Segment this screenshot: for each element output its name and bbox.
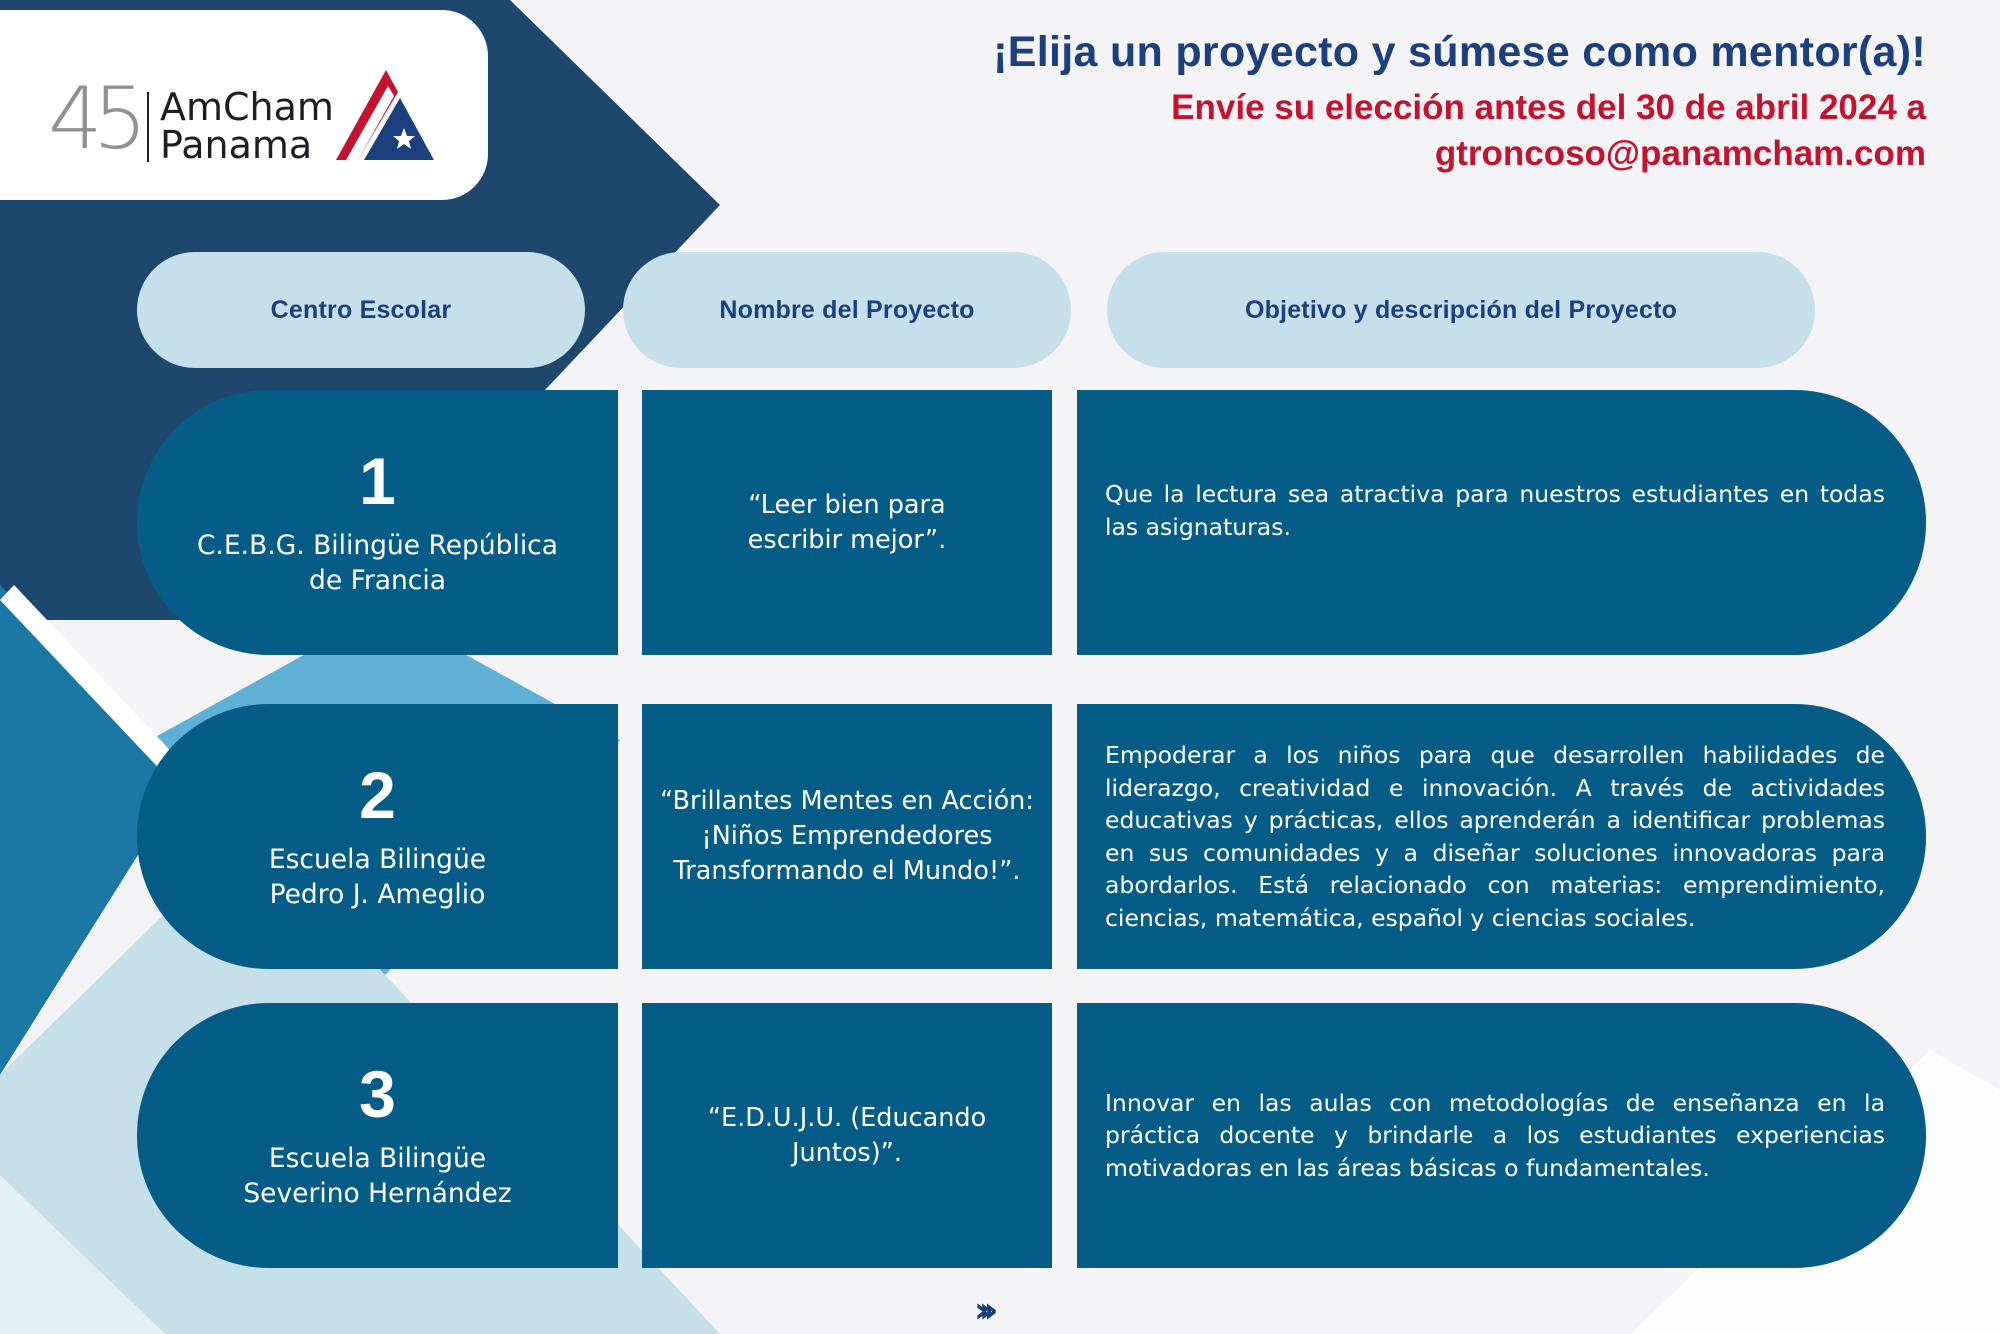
column-header-project: Nombre del Proyecto — [623, 252, 1071, 368]
page-headline: ¡Elija un proyecto y súmese como mentor(a)! — [993, 28, 1926, 76]
row-number: 1 — [359, 443, 396, 518]
contact-email[interactable]: gtroncoso@panamcham.com — [1434, 134, 1926, 173]
school-name-line: Pedro J. Ameglio — [269, 878, 486, 910]
project-description: Que la lectura sea atractiva para nuestros estudiantes en todas las asignaturas. — [1105, 480, 1885, 541]
project-name — [734, 488, 961, 558]
project-description: Empoderar a los niños para que desarrollen habilidades de liderazgo, creatividad e innovación. A través de actividades educativas y prácticas, ellos aprenderán a identificar problemas en sus comunidades y a diseñar soluciones innovadoras para abordarlos. Está relacionado con materias: emprendimiento, ciencias, matemática, español y ciencias sociales. — [1105, 741, 1885, 932]
project-name-line: “Brillantes Mentes en Acción: — [660, 786, 1034, 816]
amcham-triangle-star-icon — [336, 70, 436, 162]
project-name-line: ¡Niños Emprendedores — [701, 821, 993, 851]
logo-wordmark — [160, 85, 334, 167]
column-header-school: Centro Escolar — [137, 252, 585, 368]
project-cell-2 — [642, 704, 1052, 969]
school-name — [203, 1141, 551, 1211]
school-name-line: Severino Hernández — [243, 1177, 512, 1209]
description-cell-2 — [1077, 704, 1926, 969]
project-name — [694, 1101, 1000, 1171]
logo-divider — [147, 92, 149, 162]
school-name-line: de Francia — [309, 564, 446, 596]
anniversary-number: 45 — [48, 69, 138, 169]
row-number: 3 — [359, 1056, 396, 1131]
description-cell-3 — [1077, 1003, 1926, 1268]
project-name-line: Juntos)”. — [791, 1137, 902, 1168]
project-name-line: Transformando el Mundo!”. — [673, 856, 1021, 886]
column-header-description: Objetivo y descripción del Proyecto — [1107, 252, 1815, 368]
school-name-line: Escuela Bilingüe — [268, 1142, 487, 1174]
project-description: Innovar en las aulas con metodologías de enseñanza en la práctica docente y brindarle a los estudiantes experiencias motivadoras en las áreas básicas o fundamentales. — [1105, 1088, 1885, 1182]
project-name-line: escribir mejor”. — [747, 524, 947, 555]
description-cell-1 — [1077, 390, 1926, 655]
school-name — [157, 528, 598, 598]
project-name — [646, 784, 1048, 889]
school-name — [229, 842, 526, 912]
school-name-line: Escuela Bilingüe — [268, 843, 487, 875]
row-number: 2 — [359, 757, 396, 832]
logo-line-amcham: AmCham — [160, 85, 334, 129]
project-name-line: “Leer bien para — [748, 489, 946, 520]
project-cell-1 — [642, 390, 1052, 655]
school-cell-3 — [137, 1003, 618, 1268]
project-cell-3 — [642, 1003, 1052, 1268]
school-cell-1 — [137, 390, 618, 655]
deadline-text: Envíe su elección antes del 30 de abril 2024 a — [1171, 88, 1926, 127]
project-name-line: “E.D.U.J.U. (Educando — [707, 1102, 987, 1133]
next-chevrons-icon[interactable]: ››› — [974, 1290, 989, 1331]
logo-card — [0, 10, 488, 200]
school-cell-2 — [137, 704, 618, 969]
logo-line-panama: Panama — [160, 123, 313, 167]
school-name-line: C.E.B.G. Bilingüe República — [197, 529, 558, 561]
